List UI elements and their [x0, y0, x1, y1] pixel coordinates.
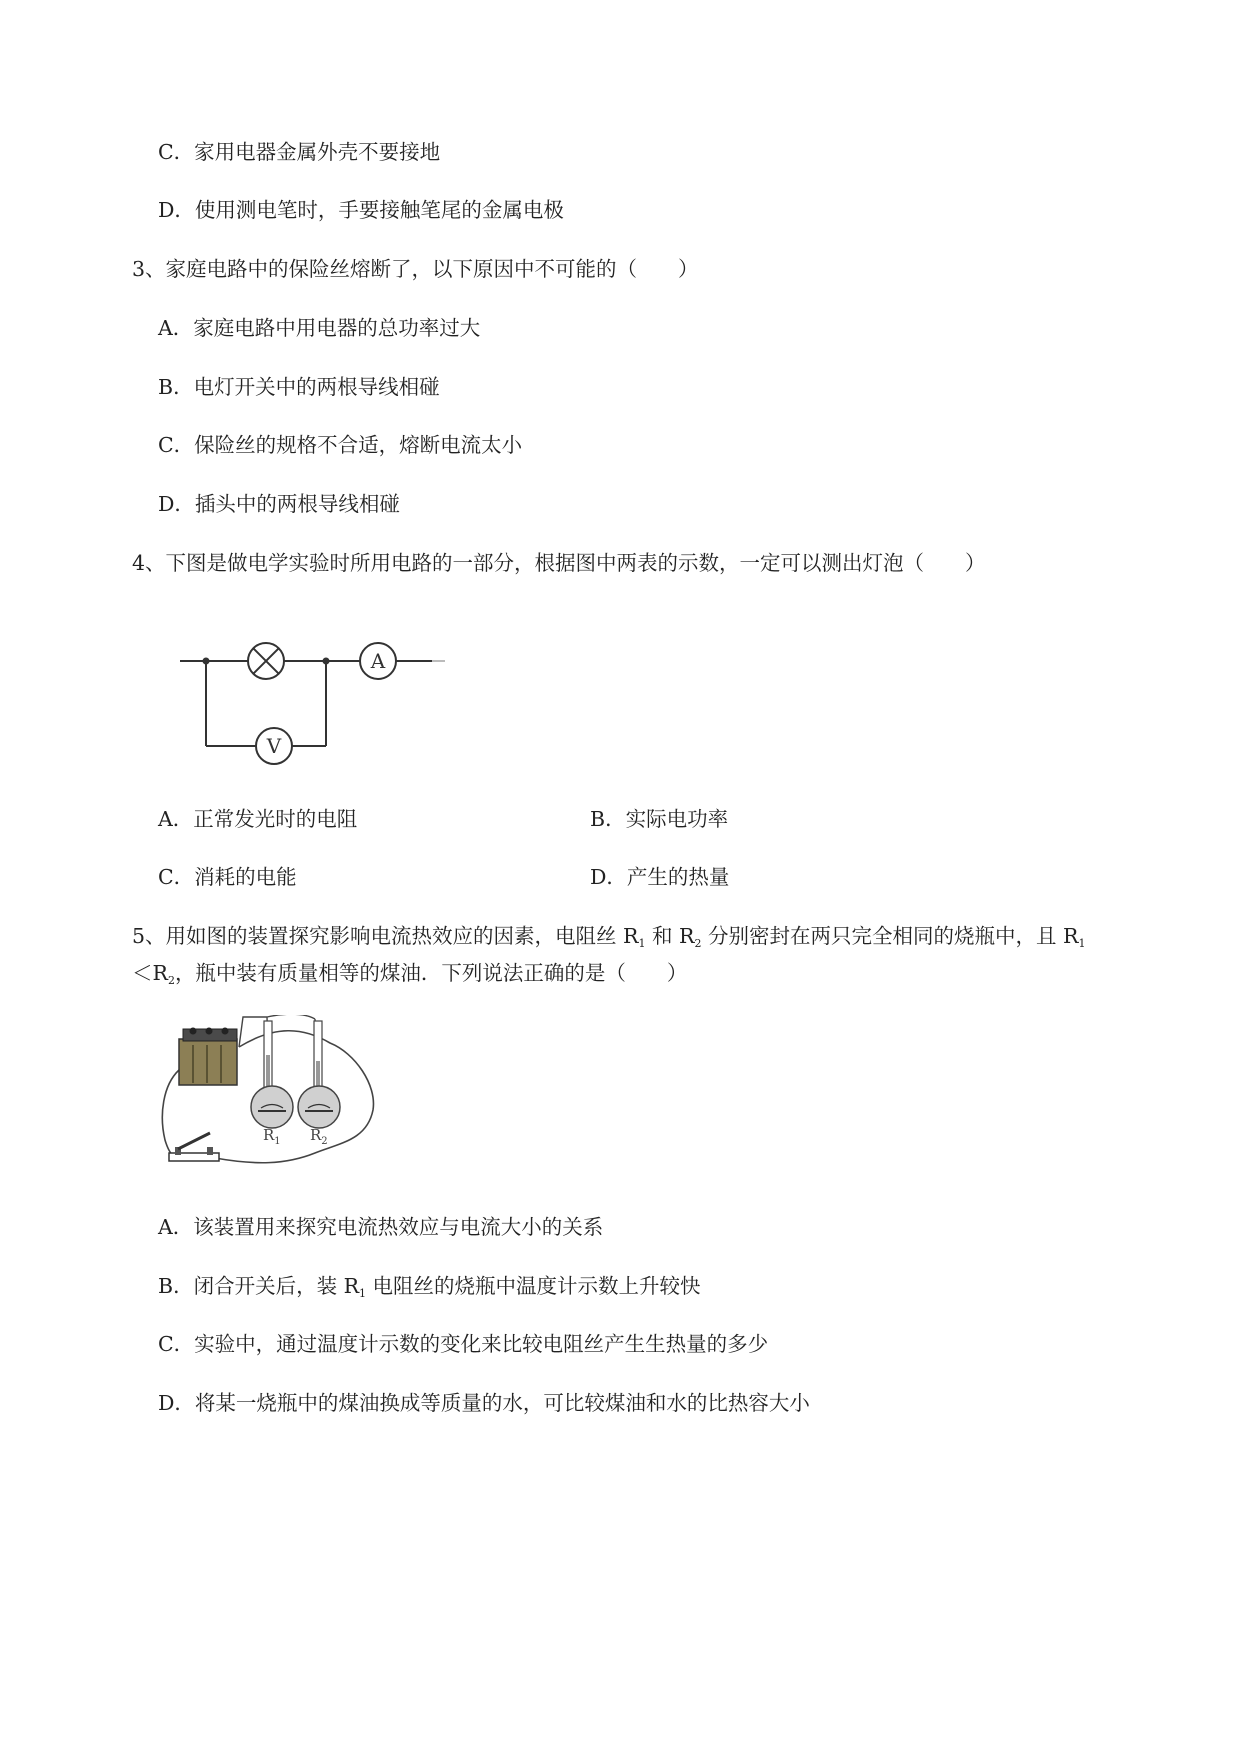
q4-circuit-diagram	[170, 630, 460, 780]
q5-apparatus-diagram	[155, 1015, 380, 1165]
junction-dot-left	[203, 658, 210, 665]
q3-stem: 3、家庭电路中的保险丝熔断了，以下原因中不可能的（ ）	[132, 257, 699, 281]
q5-stem-line1	[132, 922, 1085, 958]
q5-sub-1: 1	[638, 937, 646, 950]
q5-option-b-sub: 1	[359, 1287, 367, 1300]
q5-option-c: C．实验中，通过温度计示数的变化来比较电阻丝产生生热量的多少	[158, 1332, 769, 1356]
q4-option-d: D．产生的热量	[590, 865, 730, 889]
q5-option-b-text-2: 电阻丝的烧瓶中温度计示数上升较快	[366, 1274, 701, 1298]
flask-r1-label-sub: 1	[274, 1136, 281, 1147]
q3-option-a: A．家庭电路中用电器的总功率过大	[158, 316, 481, 340]
q4-stem: 4、下图是做电学实验时所用电路的一部分，根据图中两表的示数，一定可以测出灯泡（ ）	[132, 551, 986, 575]
q3-option-c: C．保险丝的规格不合适，熔断电流太小	[158, 433, 523, 457]
flask-r2-label	[310, 1126, 328, 1147]
q5-stem-text-1: 5、用如图的装置探究影响电流热效应的因素，电阻丝 R	[132, 924, 639, 948]
junction-dot-right	[323, 658, 330, 665]
q5-sub-3: 1	[1078, 937, 1086, 950]
q5-sub-4: 2	[167, 974, 175, 987]
voltmeter-label: V	[266, 734, 282, 758]
voltmeter-symbol	[256, 728, 292, 764]
battery-icon	[179, 1028, 237, 1086]
q5-option-d: D．将某一烧瓶中的煤油换成等质量的水，可比较煤油和水的比热容大小	[158, 1391, 810, 1415]
ammeter-label: A	[370, 649, 386, 673]
flask-r1-label	[263, 1126, 281, 1147]
q5-option-b-text-1: B．闭合开关后，装 R	[158, 1274, 360, 1298]
knife-switch-icon	[169, 1133, 219, 1161]
lamp-symbol	[248, 643, 284, 679]
q5-stem-text-2: 和 R	[645, 924, 695, 948]
q5-stem-text-3: 分别密封在两只完全相同的烧瓶中，且 R	[701, 924, 1079, 948]
q5-stem-line2	[132, 959, 687, 995]
q5-stem2-text-2: ，瓶中装有质量相等的煤油．下列说法正确的是（ ）	[174, 961, 688, 985]
q4-option-a: A．正常发光时的电阻	[158, 807, 358, 831]
q5-option-a: A．该装置用来探究电流热效应与电流大小的关系	[158, 1215, 604, 1239]
ammeter-symbol	[360, 643, 396, 679]
q5-option-b	[158, 1272, 701, 1308]
q3-option-d: D．插头中的两根导线相碰	[158, 492, 400, 516]
flask-r2-label-main: R	[310, 1126, 322, 1144]
q4-option-c: C．消耗的电能	[158, 865, 297, 889]
flask-r1-label-main: R	[263, 1126, 275, 1144]
q2-option-c: C．家用电器金属外壳不要接地	[158, 140, 441, 164]
q5-sub-2: 2	[694, 937, 702, 950]
q5-stem2-text-1: ＜R	[132, 961, 168, 985]
flask-r2-icon	[298, 1021, 340, 1128]
q2-option-d: D．使用测电笔时，手要接触笔尾的金属电极	[158, 198, 564, 222]
q4-option-b: B．实际电功率	[590, 807, 729, 831]
flask-r2-label-sub: 2	[321, 1136, 328, 1147]
q3-option-b: B．电灯开关中的两根导线相碰	[158, 375, 440, 399]
